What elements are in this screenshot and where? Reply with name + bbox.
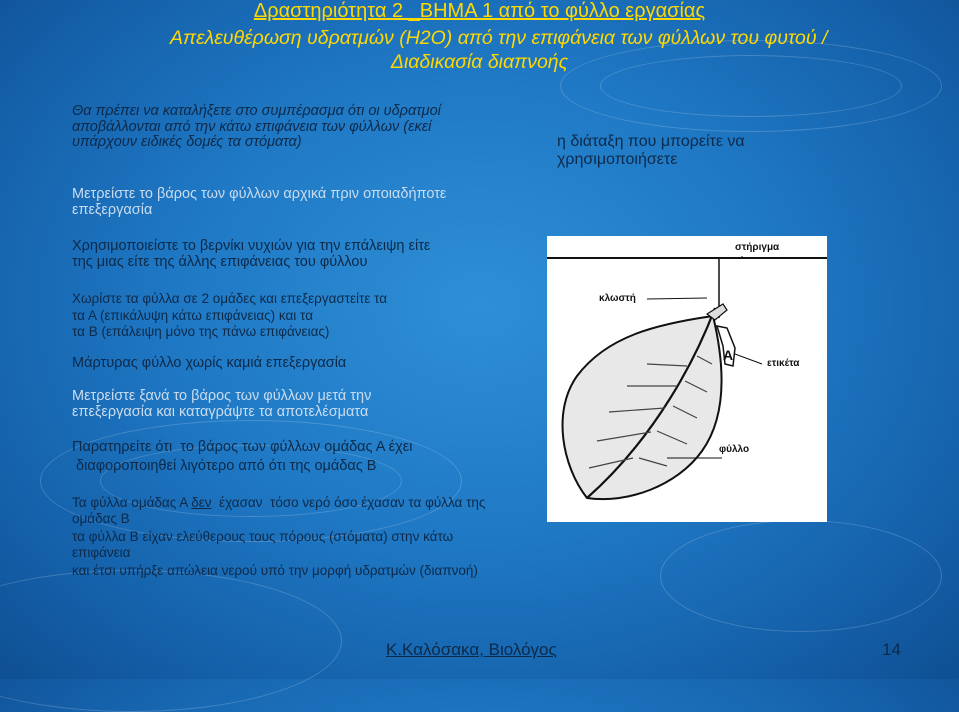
tag-letter: Α — [723, 347, 734, 363]
explanation-emphasis: δεν — [191, 495, 212, 510]
step-control: Μάρτυρας φύλλο χωρίς καμιά επεξεργασία — [72, 355, 347, 371]
step-line: Χρησιμοποιείστε το βερνίκι νυχιών για την επάλειψη είτε — [72, 238, 431, 254]
conclusion-line: Θα πρέπει να καταλήξετε στο συμπέρασμα ότι οι υδρατμοί — [72, 103, 441, 119]
page-number: 14 — [882, 640, 901, 659]
step-line: της μιας είτε της άλλης επιφάνειας του φύλλου — [72, 253, 368, 270]
step-observe — [72, 438, 542, 475]
slide-title: Δραστηριότητα 2 _ΒΗΜΑ 1 από το φύλλο εργασίας — [253, 0, 706, 22]
explanation-text — [72, 495, 542, 579]
step-line: τα Β (επάλειψη μόνο της πάνω επιφάνειας) — [72, 324, 330, 339]
step-line: Μετρείστε το βάρος των φύλλων αρχικά πριν οποιαδήποτε — [72, 186, 447, 202]
step-line: Μετρείστε ξανά το βάρος των φύλλων μετά την — [72, 388, 372, 404]
label-tag: ετικέτα — [767, 358, 800, 369]
step-weigh-first — [72, 187, 532, 218]
step-line: Χωρίστε τα φύλλα σε 2 ομάδες και επεξεργαστείτε τα — [72, 291, 388, 306]
label-support: στήριγμα — [735, 242, 780, 253]
explanation-line: ομάδας Β — [72, 510, 130, 526]
explanation-line — [72, 495, 542, 511]
step-line: τα Α (επικάλυψη κάτω επιφάνειας) και τα — [72, 307, 313, 323]
setup-note-line: χρησιμοποιήσετε — [557, 151, 678, 168]
explanation-fragment: Τα φύλλα ομάδας Α — [72, 495, 192, 510]
setup-note-line: η διάταξη που μπορείτε να — [557, 133, 745, 150]
slide-subtitle-line2: Διαδικασία διαπνοής — [390, 51, 569, 73]
slide-subtitle-line1: Απελευθέρωση υδρατμών (Η2Ο) από την επιφάνεια των φύλλων του φυτού / — [170, 27, 828, 49]
leaf-setup-diagram — [547, 236, 827, 522]
step-varnish — [72, 239, 532, 270]
step-line: διαφοροποιηθεί λιγότερο από ότι της ομάδας Β — [72, 457, 377, 474]
step-weigh-again — [72, 389, 532, 420]
label-thread: κλωστή — [599, 293, 636, 304]
conclusion-line: αποβάλλονται από την κάτω επιφάνεια των φύλλων (εκεί — [72, 118, 432, 135]
explanation-line: τα φύλλα Β είχαν ελεύθερους τους πόρους (στόματα) στην κάτω — [72, 529, 454, 544]
explanation-fragment: έχασαν τόσο νερό όσο έχασαν τα φύλλα της — [211, 495, 486, 510]
step-line: επεξεργασία — [72, 201, 153, 218]
conclusion-text — [72, 104, 522, 151]
leaf-shape — [563, 304, 727, 499]
leaf-diagram-drawing — [547, 236, 827, 522]
footer-author: Κ.Καλόσακα, Βιολόγος — [386, 640, 557, 659]
conclusion-line: υπάρχουν ειδικές δομές τα στόματα) — [72, 134, 302, 150]
step-line: Παρατηρείτε ότι το βάρος των φύλλων ομάδας Α έχει — [72, 439, 413, 455]
step-line: επεξεργασία και καταγράψτε τα αποτελέσματα — [72, 403, 369, 420]
explanation-line: και έτσι υπήρξε απώλεια νερού υπό την μορφή υδρατμών (διαπνοή) — [72, 563, 478, 578]
explanation-line: επιφάνεια — [72, 544, 131, 560]
step-groups — [72, 291, 532, 341]
setup-note — [557, 133, 857, 169]
label-leaf: φύλλο — [719, 444, 750, 455]
